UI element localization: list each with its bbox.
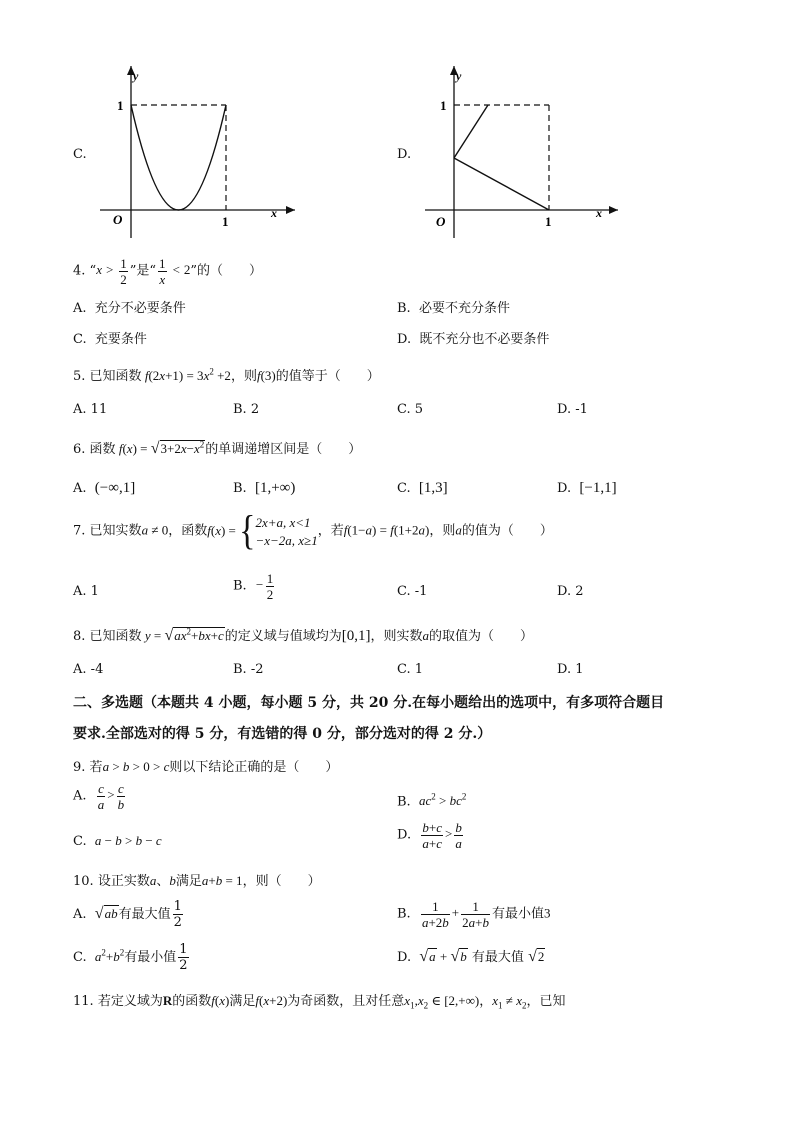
math-expr: $f(x) = √3+2x-x^2$: [115, 439, 205, 457]
question-text: ，则（ ）: [242, 874, 321, 889]
question-text: ”的（ ）: [190, 263, 262, 279]
graph-d-segment-down: [454, 158, 549, 210]
math-expr: R: [162, 993, 173, 1008]
math-expr: a: [149, 873, 157, 888]
graph-d-x-label: x: [596, 206, 602, 220]
graph-d-y-label: y: [456, 69, 462, 83]
graph-d-tick-y: 1: [440, 98, 447, 113]
q10-option-d[interactable]: D. √a + √b 有最大值 √2: [397, 948, 545, 965]
math-expr: f(x) = {2x+a, x<1 −x−2a, x≥1: [207, 508, 318, 554]
graph-d: [420, 60, 630, 245]
math-expr: f(3): [256, 368, 276, 383]
graph-c-tick-x: 1: [222, 214, 229, 229]
math-expr: $x_1 \ne x_2$: [492, 993, 527, 1011]
option-c-label: C.: [73, 147, 87, 162]
graph-d-origin: O: [436, 214, 446, 229]
question-5: [73, 365, 380, 384]
question-text: 满足: [229, 994, 256, 1009]
q9-option-d[interactable]: D. $\frac{b+c}{a+c}$ > $\frac{b}{a}$: [397, 820, 462, 851]
q9-option-b[interactable]: B. $ac^2 > bc^2$: [397, 792, 467, 810]
q5-option-c[interactable]: C. 5: [397, 402, 424, 417]
graph-c-origin: O: [113, 212, 123, 227]
question-text: ，: [479, 994, 493, 1009]
question-text: 已知实数: [89, 523, 142, 539]
q8-option-d[interactable]: D. 1: [557, 662, 584, 677]
question-text: 函数: [89, 442, 116, 457]
math-expr: a+b = 1: [201, 873, 243, 888]
question-number: 5.: [73, 369, 86, 384]
question-text: 若定义域为: [97, 994, 163, 1009]
q8-option-a[interactable]: A. -4: [73, 662, 104, 677]
math-expr: x > $\frac{1}{2}$: [96, 256, 127, 287]
q7-option-a[interactable]: A. 1: [73, 584, 99, 599]
question-text: 已知函数: [89, 369, 142, 384]
q4-option-c[interactable]: C. 充要条件: [73, 332, 147, 347]
graph-c-x-label: x: [271, 206, 277, 220]
graph-d-tick-x: 1: [545, 214, 552, 229]
section-heading-line1: 二、多选题（本题共 4 小题，每小题 5 分，共 20 分.在每小题给出的选项中，有多项符合题目: [73, 695, 665, 711]
q4-option-d[interactable]: D. 既不充分也不必要条件: [397, 332, 550, 347]
graph-c: [95, 60, 305, 245]
q5-option-a[interactable]: A. 11: [73, 402, 108, 417]
math-expr: a ≠ 0: [141, 522, 169, 538]
question-text: 已知函数: [89, 629, 142, 644]
section-heading-line2: 要求.全部选对的得 5 分，有选错的得 0 分，部分选对的得 2 分.）: [73, 726, 492, 742]
question-number: 4.: [73, 263, 86, 279]
question-text: ，函数: [168, 523, 208, 539]
question-text: 的值为（ ）: [461, 523, 553, 539]
graph-d-x-arrow: [609, 206, 618, 214]
question-text: 则以下结论正确的是（ ）: [169, 760, 339, 775]
q7-option-b[interactable]: B. − $\frac{1}{2}$: [233, 571, 274, 602]
math-expr: $\frac{1}{x}$ < 2: [159, 256, 191, 287]
question-text: ，则: [429, 523, 456, 539]
question-number: 11.: [73, 994, 94, 1009]
q7-option-c[interactable]: C. -1: [397, 584, 428, 599]
question-number: 8.: [73, 629, 86, 644]
math-expr: $x_1,x_2$ ∈ [2,+∞): [404, 993, 480, 1011]
question-text: 的值等于（ ）: [275, 369, 380, 384]
question-text: 的单调递增区间是（ ）: [205, 442, 362, 457]
q9-option-c[interactable]: C. a − b > b − c: [73, 833, 162, 849]
question-text: 的函数: [172, 994, 212, 1009]
question-number: 9.: [73, 760, 86, 775]
question-text: 满足: [175, 874, 202, 889]
question-text: ，若: [317, 523, 344, 539]
graph-d-segment-up: [454, 105, 488, 158]
question-text: ，则: [230, 369, 257, 384]
question-11: [73, 990, 565, 1011]
graph-c-tick-y: 1: [117, 98, 124, 113]
math-expr: f(x+2): [255, 993, 288, 1008]
math-expr: a > b > 0 > c: [102, 759, 170, 774]
math-expr: a: [455, 522, 462, 538]
question-4: [73, 257, 262, 286]
math-expr: [0,1]: [341, 628, 371, 644]
question-text: ，则实数: [370, 629, 423, 644]
graph-c-curve: [131, 105, 226, 210]
q4-option-a[interactable]: A. 充分不必要条件: [73, 301, 186, 316]
question-text: 设正实数: [97, 874, 150, 889]
q6-option-c[interactable]: C. [1,3]: [397, 480, 448, 496]
question-10: [73, 870, 321, 889]
q7-option-d[interactable]: D. 2: [557, 584, 584, 599]
math-expr: $f(2x+1) = 3x^2 +2$: [141, 366, 231, 383]
q10-option-b[interactable]: B. $\frac{1}{a+2b}$ + $\frac{1}{2a+b}$ 有最小值3: [397, 899, 551, 930]
q5-option-b[interactable]: B. 2: [233, 402, 260, 417]
q6-option-d[interactable]: D. [−1,1]: [557, 480, 617, 496]
graph-c-x-arrow: [286, 206, 295, 214]
math-expr: a: [422, 628, 430, 643]
q6-option-b[interactable]: B. [1,+∞): [233, 480, 296, 496]
q8-option-c[interactable]: C. 1: [397, 662, 424, 677]
question-text: ”是“: [129, 263, 157, 279]
q8-option-b[interactable]: B. -2: [233, 662, 264, 677]
question-7: [73, 508, 553, 554]
q9-option-a[interactable]: A. $\frac{c}{a}$ > $\frac{c}{b}$: [73, 781, 125, 812]
math-expr: f(1−a) = f(1+2a): [343, 522, 430, 538]
question-6: [73, 438, 361, 458]
q10-option-a[interactable]: A. √ab有最大值 $\frac{1}{2}$: [73, 899, 182, 930]
question-text: ，已知: [526, 994, 566, 1009]
q10-option-c[interactable]: C. $a^2+b^2$有最小值 $\frac{1}{2}$: [73, 942, 188, 973]
question-9: [73, 756, 338, 775]
question-text: 若: [89, 760, 103, 775]
q6-option-a[interactable]: A. (−∞,1]: [73, 480, 136, 496]
question-text: “: [89, 263, 97, 279]
graph-c-y-label: y: [133, 69, 139, 83]
math-expr: $y = √ax^2+bx+c$: [141, 626, 224, 644]
question-number: 10.: [73, 874, 94, 889]
question-text: 的定义域与值域均为: [224, 629, 342, 644]
question-text: 的取值为（ ）: [429, 629, 534, 644]
math-expr: b: [169, 873, 176, 888]
question-8: [73, 625, 533, 645]
q4-option-b[interactable]: B. 必要不充分条件: [397, 301, 510, 316]
question-number: 6.: [73, 442, 86, 457]
option-d-label: D.: [397, 147, 412, 162]
question-text: 为奇函数，且对任意: [287, 994, 405, 1009]
question-number: 7.: [73, 523, 86, 539]
math-expr: f(x): [211, 993, 230, 1008]
q5-option-d[interactable]: D. -1: [557, 402, 588, 417]
question-text: 、: [156, 874, 170, 889]
